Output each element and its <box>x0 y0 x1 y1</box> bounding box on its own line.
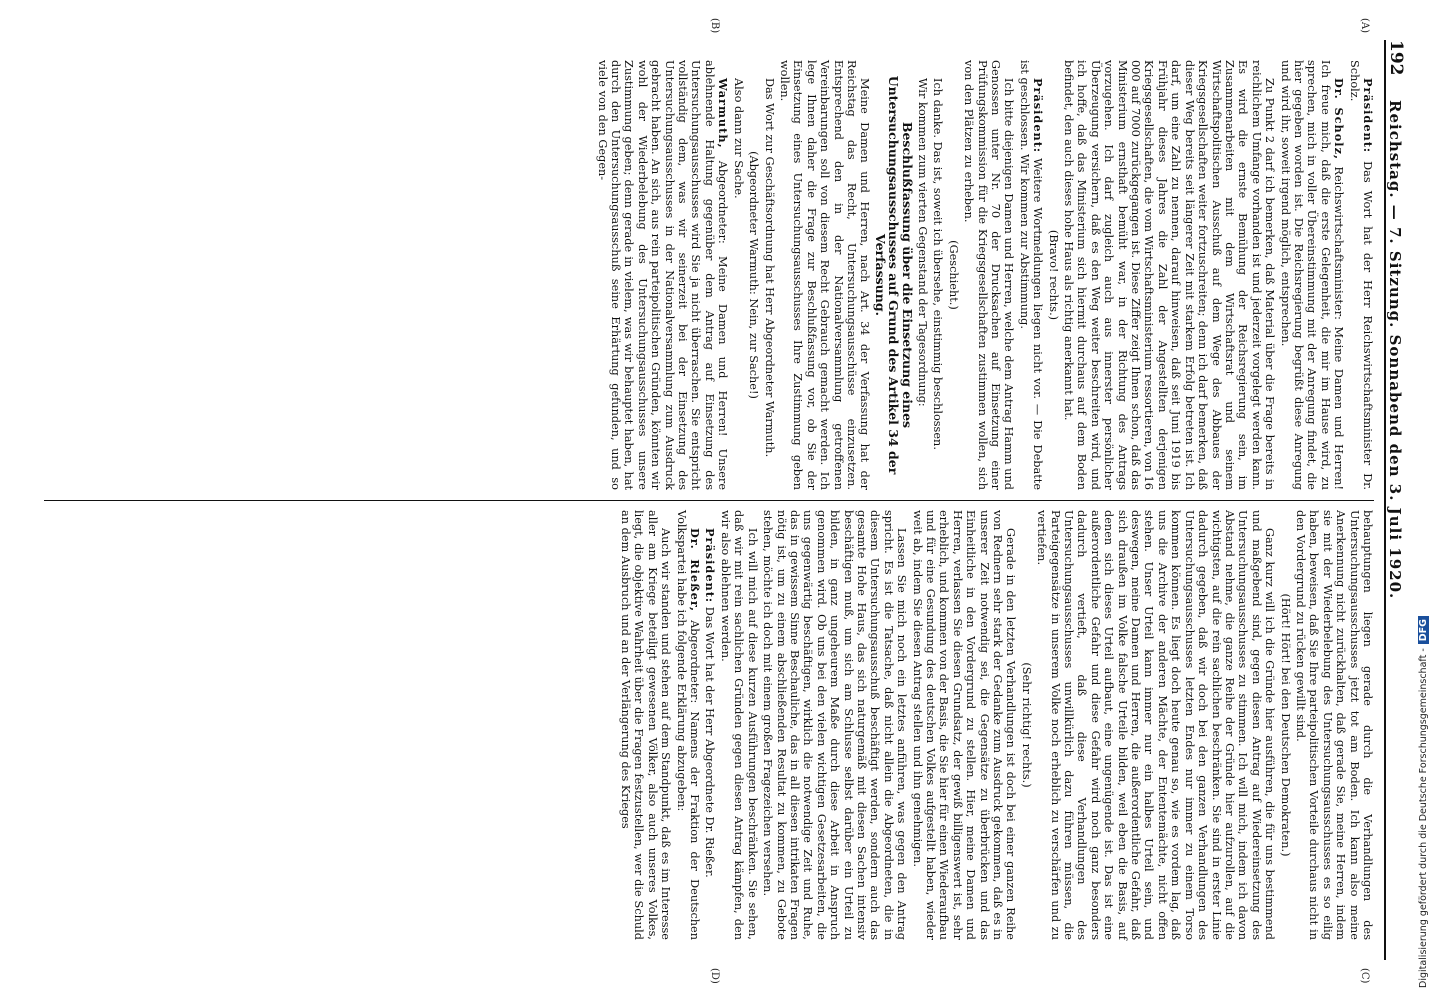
paragraph <box>910 510 1017 940</box>
paragraph-text: (Geschieht.) <box>946 240 960 310</box>
paragraph <box>1278 60 1345 490</box>
paragraph <box>619 510 673 940</box>
margin-mark-a: (A) <box>1359 18 1370 34</box>
speaker-name: Präsident: <box>1031 78 1046 154</box>
paragraph-text: Ich will mich auf diese kurzen Ausführungen beschränken. Sie sehen, daß wir mit rein sachlichen Gründen gegen diesen Antrag kämpfen, den wir also ablehnen werden. <box>718 510 759 940</box>
paragraph-text: Ich bitte diejenigen Damen und Herren, welche dem Antrag Hamm und Genossen unter Nr. 70 der Drucksachen auf Einsetzung einer Prüfungskommission für die Kriegsgesellschaften zustimmen wollen, sich von den Plätzen zu erheben. <box>962 60 1016 490</box>
paragraph <box>719 510 759 940</box>
paragraph-text: Abgeordneter: Namens der Fraktion der Deutschen Volkspartei habe ich folgende Erklärung abzugeben: <box>674 510 702 941</box>
paragraph-text: Wir kommen zum vierten Gegenstand der Tagesordnung: <box>916 78 929 407</box>
paragraph-text: Reichswirtschaftsminister: Meine Damen und Herren! Ich freue mich, daß die erste Gelegenheit, die mir im Hause wird, zu sprechen, mich in voller Übereinstimmung mit der Anregung findet, die hier gegeben worden ist. Die Reichsregierung begrüßt diese Anregung und wird ihr, soweit irgend möglich, entsprechen. <box>1278 60 1346 490</box>
paragraph <box>761 510 908 940</box>
paragraph <box>674 510 701 940</box>
digitization-credit <box>1418 8 1430 988</box>
rotated-page-content <box>30 18 1410 984</box>
paragraph-text: Abgeordneter: Meine Damen und Herren! Unsere ablehnende Haltung gegenüber dem Antrag auf Einsetzung des Untersuchungsausschusses wird Sie ja nicht überraschen. Sie entspricht vollständig dem, was wir seinerzeit bei der Einsetzung des Untersuchungsausschusses in der Nationalversammlung zum Ausdruck gebracht haben. An sich, aus rein parteipolitischen Gründen, könnten wir wohl der Wiederbelebung des Untersuchungsausschusses unsere Zustimmung geben; denn gerade in vielem, was wir behauptet haben, hat durch den Untersuchungsausschuß seine Erhärtung gefunden, und so viele von den Gegen- <box>595 60 730 490</box>
right-column <box>617 510 1374 940</box>
paragraph-text: Auch wir standen und stehen auf dem Standpunkt, daß es im Interesse aller am Kriege beteiligt gewesenen Völker, also auch unseres Volkes, liegt, die objektive Wahrheit über die Fragen festzustellen, wer die Schuld an dem Ausbruch und an der Verlängerung des Krieges <box>619 510 673 940</box>
paragraph-text: Zu Punkt 2 darf ich bemerken, daß Material über die Frage bereits in reichlichem Umfange vorhanden ist und jederzeit vorgelegt werden kann. Es wird die ernste Bemühung der Reichsregierung sein, im Zusammenarbeiten mit dem Wirtschaftsrat und seinem Wirtschaftspolitischen Ausschuß auf dem Wege des Abbaues der Kriegsgesellschaften weiter fortzuschreiten; denn ich darf bemerken, daß dieser Weg bereits seit längerer Zeit mit starkem Erfolg betreten ist. Ich darf, um eine Zahl zu nennen, darauf hinweisen, daß seit Juni 1919 bis Frühjahr dieses Jahres die Zahl der Angestellten derjenigen Kriegsgesellschaften, die vom Wirtschaftsministerium ressortieren, von 16 000 auf 7000 zurückgegangen ist. Diese Ziffer zeigt Ihnen schon, daß das Ministerium ernsthaft bemüht war, in der Richtung des Antrags vorzugehen. Ich darf zugleich auch aus innerster persönlicher Überzeugung versichern, daß es den Weg weiter beschreiten wird, und ich hoffe, daß das Ministerium sich hiermit durchaus auf dem Boden befindet, den auch dieses hohe Haus als richtig anerkannt hat. <box>1062 60 1277 490</box>
paragraph <box>703 510 716 940</box>
speaker-name: Warmuth, <box>716 78 731 149</box>
page-title: Reichstag. — 7. Sitzung. Sonnabend den 3. Juli 1920. <box>1386 100 1404 600</box>
margin-mark-c: (C) <box>1359 968 1370 984</box>
paragraph <box>1017 60 1044 490</box>
interjection <box>747 60 760 490</box>
speaker-name: Dr. Rießer, <box>688 528 703 612</box>
paragraph <box>762 60 775 490</box>
page-number: 192 <box>1386 40 1406 76</box>
paragraph-text: (Abgeordneter Warmuth: Nein, zur Sache!) <box>747 151 761 399</box>
paragraph-text: Weitere Wortmeldungen liegen nicht vor. — Die Debatte ist geschlossen. Wir kommen zur Abstimmung. <box>1017 60 1045 491</box>
paragraph-text: (Hört! Hört! bei den Deutschen Demokraten.) <box>1278 593 1292 857</box>
paragraph-text: Ich danke. Das ist, soweit ich übersehe, einstimmig beschlossen. <box>931 78 945 450</box>
paragraph-text: Meine Damen und Herren, nach Art. 34 der Verfassung hat der Reichstag das Recht, Untersuchungsausschüsse einzusetzen. Entsprechend den in der Nationalversammlung getroffenen Vereinbarungen soll von diesem Recht Gebrauch gemacht werden. Ich lege Ihnen daher die Frage zur Beschlußfassung vor, ob Sie der Einsetzung eines Untersuchungsausschusses Ihre Zustimmung geben wollen. <box>777 60 872 490</box>
dfg-logo: DFG <box>1418 616 1429 644</box>
paragraph <box>778 60 872 490</box>
margin-mark-b: (B) <box>709 18 720 34</box>
speaker-name: Präsident: <box>1361 78 1375 154</box>
paragraph <box>931 60 944 490</box>
paragraph-text: (Bravo! rechts.) <box>1046 229 1060 321</box>
interjection <box>1278 510 1291 940</box>
section-heading: Beschlußfassung über die Einsetzung eines Untersuchungsausschusses auf Grund des Artikel 34 der Verfassung. <box>872 75 915 475</box>
paragraph-text: Gerade in den letzten Verhandlungen ist doch bei einer ganzen Reihe von Rednern sehr stark der Gedanke zum Ausdruck gekommen, daß es in unserer Zeit notwendig sei, die Gegensätze zu überbrücken und das Einheitliche in den Vordergrund zu stellen. Hier, meine Damen und Herren, verlassen Sie diesen Grundsatz, der gewiß billigenswert ist, sehr erheblich, und kommen von der Basis, die Sie hier für einen Wiederaufbau und für eine Gesundung des deutschen Volkes aufgestellt haben, wieder weit ab, indem Sie diesen Antrag stellen und ihn genehmigen. <box>910 510 1018 940</box>
paragraph-text: Lassen Sie mich noch ein letztes anführen, was gegen den Antrag spricht. Es ist die Tatsache, daß nicht allein die Abgeordneten, die in diesem Untersuchungsausschuß beschäftigt werden, sondern auch das gesamte Hohe Haus, das sich naturgemäß mit diesen Sachen intensiv beschäftigen muß, um sich am Schlusse selbst darüber ein Urteil zu bilden, in ganz ungeheurem Maße durch diese Arbeit in Anspruch genommen wird. Ob uns bei den vielen wichtigen Gesetzesarbeiten, die uns gegenwärtig beschäftigen, wirklich die notwendige Zeit und Ruhe, das in gewissem Sinne Beschauliche, das in all diesen intrikaten Fragen nötig ist, um zu einem abschließenden Resultat zu kommen, zu Gebote stehen, möchte ich doch mit einem großen Fragezeichen versehen. <box>761 510 909 940</box>
paragraph <box>1347 60 1374 490</box>
paragraph <box>1035 510 1276 940</box>
margin-mark-d: (D) <box>709 968 720 984</box>
paragraph <box>595 60 729 490</box>
paragraph-text: Das Wort hat der Herr Abgeordnete Dr. Rießer. <box>703 606 717 878</box>
speaker-name: Präsident: <box>703 528 718 604</box>
paragraph <box>1294 510 1374 940</box>
interjection <box>946 60 959 490</box>
paragraph-text: behauptungen liegen gerade durch die Verhandlungen des Untersuchungsausschusses jetzt tot am Boden. Ich kann also meine Anerkennung nicht zurückhalten, daß gerade Sie, meine Herren, indem sie mit der Wiederbelebung des Untersuchungsausschusses es so eilig haben, beweisen, daß Sie Ihre parteipolitischen Vorteile durchaus nicht in den Vordergrund zu rücken gewillt sind. <box>1293 510 1374 940</box>
speaker-name: Dr. Scholz, <box>1332 78 1347 160</box>
paragraph-text: Also dann zur Sache. <box>731 78 745 199</box>
paragraph-text: Das Wort hat der Herr Reichswirtschaftsminister Dr. Scholz. <box>1347 60 1374 490</box>
paragraph <box>1062 60 1277 490</box>
paragraph-text: Ganz kurz will ich die Gründe hier ausführen, die für uns bestimmend und maßgebend sind, gegen diesen Antrag auf Wiedereinsetzung des Untersuchungsausschusses zu stimmen. Ich will mich, indem ich davon Abstand nehme, die ganze Reihe der Gründe hier aufzurollen, auf die wichtigsten, auf die rein sachlichen beschränken. Sie sind in erster Linie dadurch gegeben, daß wir doch bei den ganzen Verhandlungen des Untersuchungsausschusses letzten Endes nur immer zu einem Torso kommen können. Es liegt doch heute genau so, wie es vordem lag, daß uns die Archive der anderen Mächte, der Ententemächte, nicht offen stehen. Unser Urteil kann immer nur ein halbes Urteil sein, und deswegen, meine Damen und Herren, die außerordentliche Gefahr, daß sich draußen im Volke falsche Urteile bilden, weil eben die Basis, auf denen sich dieses Urteil aufbaut, eine ungenügende ist. Das ist eine außerordentliche Gefahr und diese Gefahr wird noch ganz besonders dadurch vertieft, daß diese Verhandlungen des Untersuchungsausschusses unwillkürlich dazu führen müssen, die Parteigegensätze in unserem Volke noch erheblich zu verschärfen und zu vertiefen. <box>1035 510 1277 940</box>
column-divider <box>44 500 1374 501</box>
paragraph <box>962 60 1016 490</box>
interjection <box>1046 60 1059 490</box>
paragraph-text: Das Wort zur Geschäftsordnung hat Herr Abgeordneter Warmuth. <box>762 78 776 458</box>
page-header <box>1384 40 1410 960</box>
paragraph <box>731 60 744 490</box>
paragraph-text: (Sehr richtig! rechts.) <box>1019 662 1033 788</box>
digitization-note: Digitalisierung gefördert durch die Deutsche Forschungsgemeinschaft - <box>1418 648 1429 988</box>
interjection <box>1019 510 1032 940</box>
paragraph <box>916 60 929 490</box>
left-column <box>593 60 1374 490</box>
